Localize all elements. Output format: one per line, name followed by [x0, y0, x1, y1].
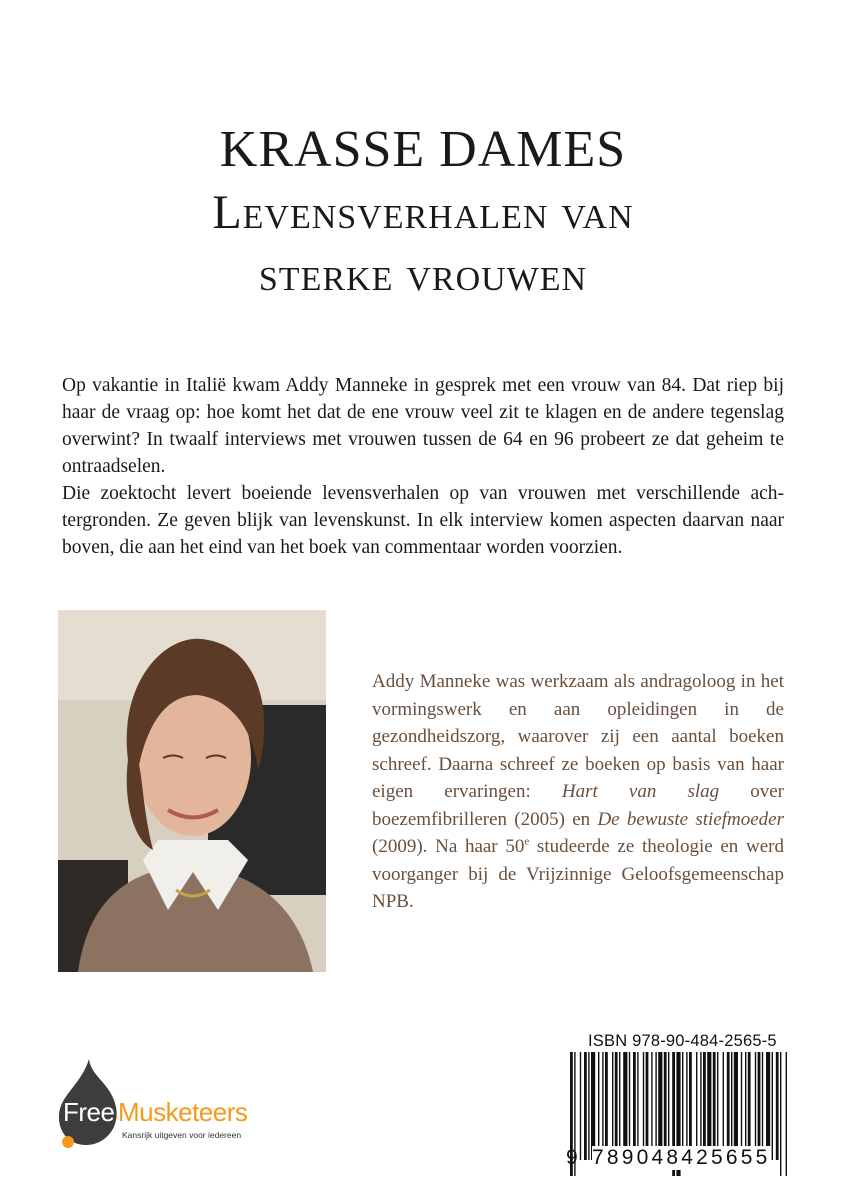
author-bio: [372, 668, 784, 916]
barcode-bar: [651, 1052, 652, 1160]
barcode-bar: [591, 1052, 595, 1160]
barcode-bar: [700, 1052, 701, 1160]
publisher-name-free: Free: [63, 1097, 115, 1127]
title-subtitle-line2: sterke vrouwen: [258, 248, 588, 301]
barcode-bar: [686, 1052, 687, 1160]
barcode-bar: [707, 1052, 711, 1160]
barcode-bar: [766, 1052, 770, 1160]
author-bio-text: Addy Manneke was werkzaam als andragoloog in het vormingswerk en aan opleidingen in de gezondheidszorg, waarover zij een aantal boeken schreef. Daarna schreef ze boeken op basis van haar eigen ervaringen: Hart van slag over boezemfibrilleren (2005) en De bewuste stiefmoeder (2009). Na haar 50e studeerde ze theologie en werd voorganger bij de Vrijzinnige Geloofsgemeenschap NPB.: [372, 671, 785, 912]
barcode-bar: [713, 1052, 716, 1160]
barcode-bar: [605, 1052, 608, 1160]
publisher-name-musketeers: Musketeers: [118, 1097, 248, 1127]
book-title-hart-van-slag: Hart van slag: [561, 781, 720, 802]
barcode-bar: [580, 1052, 581, 1160]
barcode-bar: [629, 1052, 630, 1160]
barcode-bar: [758, 1052, 761, 1160]
barcode-bar: [655, 1052, 656, 1160]
barcode-bar: [633, 1052, 636, 1160]
barcode-bar: [658, 1052, 662, 1160]
barcode-bar: [772, 1052, 773, 1160]
barcode-bar: [646, 1052, 649, 1160]
barcode-bar: [696, 1052, 697, 1160]
barcode-bar: [623, 1052, 627, 1160]
barcode-bar: [619, 1052, 620, 1160]
title-subtitle-line1: Levensverhalen van: [212, 186, 634, 239]
barcode-bar: [734, 1052, 738, 1160]
barcode-bar: [664, 1052, 667, 1160]
barcode-bar: [588, 1052, 589, 1160]
barcode-bar: [598, 1052, 599, 1160]
blurb-paragraph-2: Die zoektocht levert boeiende levensverhalen op van vrouwen met verschillende achtergronden. Ze geven blijk van levenskunst. In elk interview komen aspecten daarvan naar boven, die aan het eind van het boek van commentaar worden voorzien.: [62, 483, 784, 558]
barcode-bar: [745, 1052, 746, 1160]
publisher-logo: [56, 1055, 276, 1155]
barcode-bar: [643, 1052, 644, 1160]
barcode-bar: [762, 1052, 763, 1160]
book-title-de-bewuste-stiefmoeder: De bewuste stiefmoeder: [597, 808, 784, 830]
barcode-bar: [637, 1052, 638, 1160]
isbn-label: ISBN 978-90-484-2565-5: [588, 1032, 777, 1050]
barcode-bar: [668, 1052, 669, 1160]
author-photo-icon: [58, 610, 326, 972]
barcode-bar: [755, 1052, 756, 1160]
blurb: [62, 372, 784, 561]
barcode-bar: [776, 1052, 779, 1160]
barcode-bar: [689, 1052, 692, 1160]
barcode-bar: [612, 1052, 613, 1160]
barcode-bar: [682, 1052, 683, 1160]
barcode-bar: [786, 1052, 787, 1176]
blurb-paragraph-1: Op vakantie in Italië kwam Addy Manneke in gesprek met een vrouw van 84. Dat riep bij haar de vraag op: hoe komt het dat de ene vrouw veel zit te klagen en de andere tegenslag overwint? In twaalf interviews met vrouwen tussen de 64 en 96 probeert ze dat geheim te ontraadselen.: [62, 375, 784, 477]
title-main: KRASSE DAMES: [219, 121, 627, 178]
barcode-bar: [731, 1052, 732, 1160]
barcode-bar: [741, 1052, 742, 1160]
barcode-bar: [748, 1052, 751, 1160]
barcode-bar: [703, 1052, 706, 1160]
barcode-bar: [602, 1052, 603, 1160]
barcode-bar: [717, 1052, 718, 1160]
barcode-bar: [727, 1052, 730, 1160]
barcode-bar: [615, 1052, 618, 1160]
barcode-bar: [723, 1052, 724, 1160]
barcode-bar: [780, 1052, 781, 1176]
barcode-bar: [584, 1052, 587, 1160]
author-photo: [58, 610, 326, 972]
publisher-tagline: Kansrijk uitgeven voor iedereen: [122, 1130, 242, 1140]
book-title: [0, 118, 846, 306]
